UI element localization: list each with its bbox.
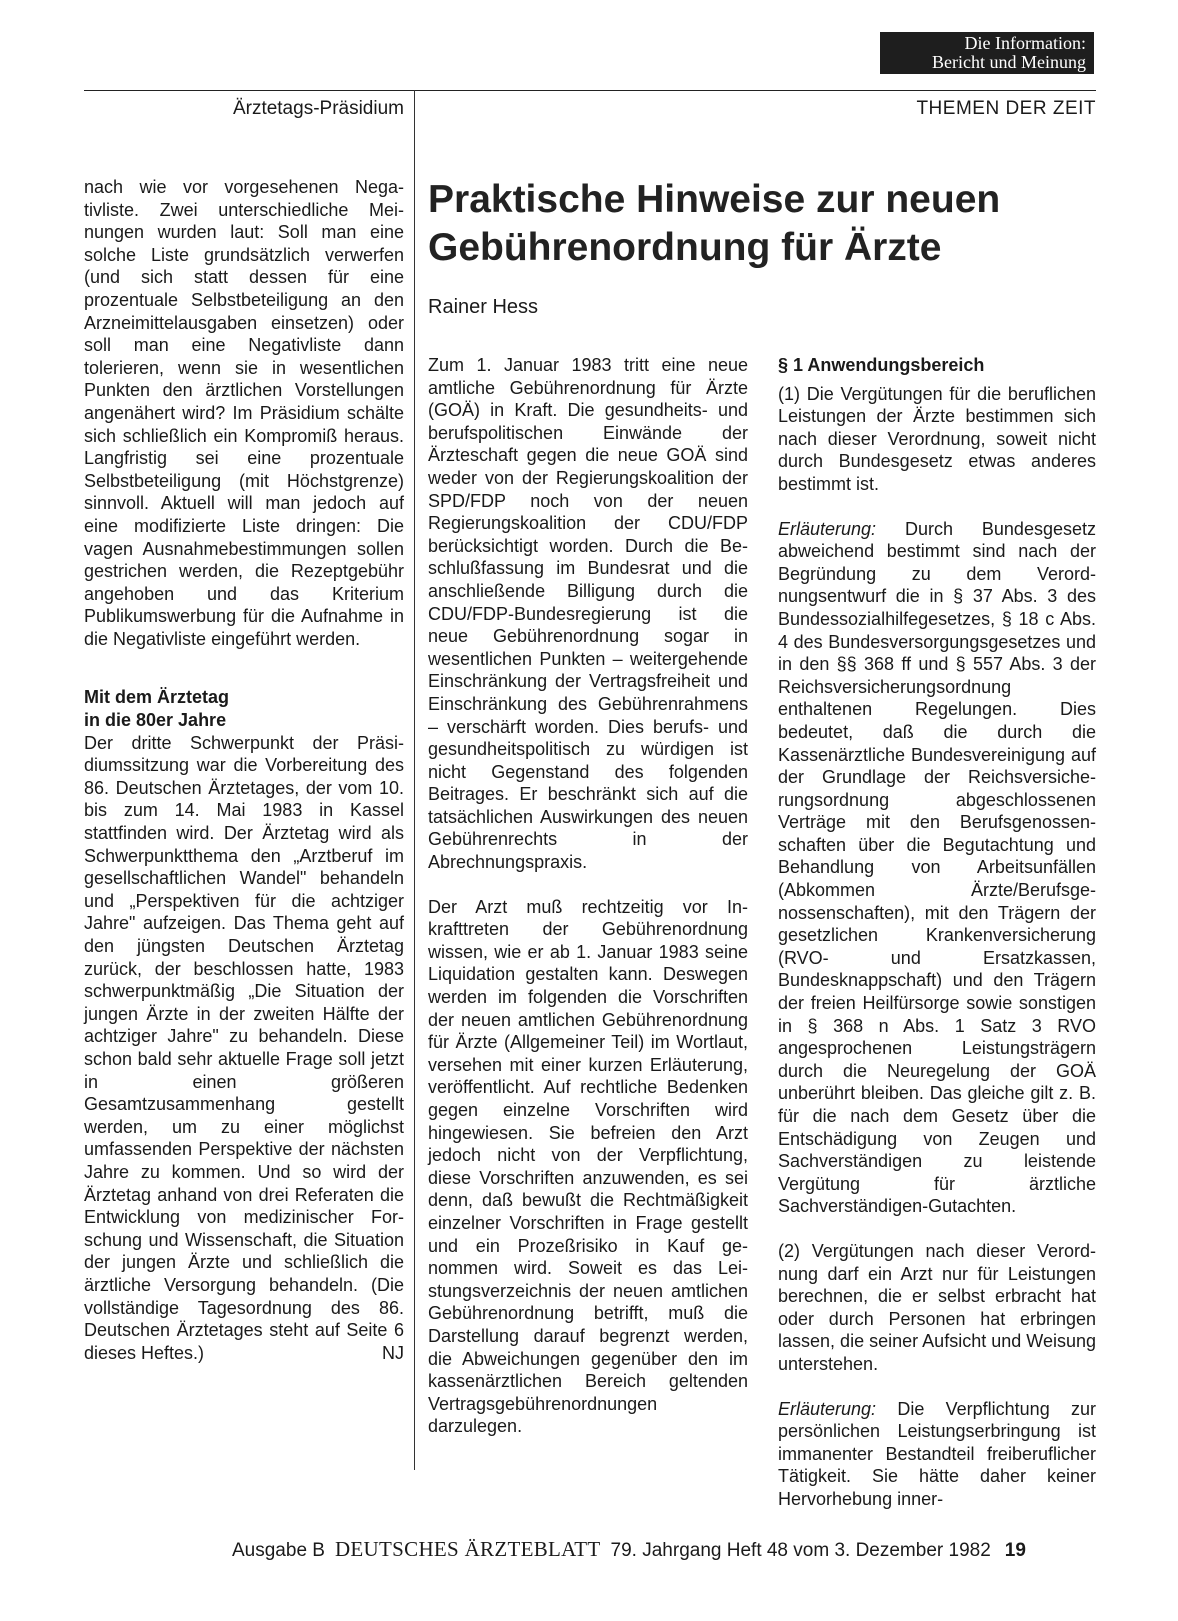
section-heading: § 1 Anwendungsbereich [778,355,985,375]
badge-line-1: Die Information: [964,33,1086,53]
paragraph: (2) Vergütungen nach dieser Verordnung darf ein Arzt nur für Leistungen berechnen, die er selbst erbracht hat oder durch Personen hat erbringen lassen, die seiner Aufsicht und Weisung unterstehen. [778,1240,1096,1374]
footer-issue: 79. Jahrgang Heft 48 vom 3. Dezember 1982 [610,1540,991,1561]
paragraph-text: Der dritte Schwerpunkt der Präsidiumssitzung war die Vorbereitung des 86. Deutschen Ärztetages, der vom 10. bis zum 14. Mai 1983 in Kassel stattfinden wird. Der Ärztetag wird als Schwerpunktthema den „Arztberuf im gesellschaftlichen Wandel" behandeln und „Perspektiven für die achtziger Jahre" aufzeigen. Das Thema geht auf den jüngsten Deutschen Ärztetag zurück, der beschlossen hatte, 1983 schwerpunktmäßig „Die Situation der jungen Ärzte in der zweiten Hälfte der achtziger Jahre" zu behandeln. Diese schon bald sehr aktuelle Frage soll jetzt in einen größeren Gesamtzusammenhang gestellt werden, um zu einer möglichst umfassenden Perspektive der nächsten Jahre zu kommen. Und so wird der Ärztetag anhand von drei Referaten die Entwicklung von medizinischer Forschung und Wissenschaft, die Situation der jungen Ärzte und schließlich die ärztliche Versorgung behandeln. (Die vollständige Tagesordnung des 86. Deutschen Ärztetages steht auf Seite 6 dieses Heftes.) [84,732,404,1363]
section-label-right: THEMEN DER ZEIT [916,98,1096,119]
annotation-paragraph [778,1398,1096,1511]
article-author: Rainer Hess [428,296,539,318]
article-title: Praktische Hinweise zur neuen Gebührenordnung für Ärzte [428,178,1001,269]
subheading-line-2: in die 80er Jahre [84,710,227,731]
column-divider [414,90,415,1470]
paragraph: Zum 1. Januar 1983 tritt eine neue amtliche Gebührenordnung für Ärzte (GOÄ) in Kraft. Die gesundheits- und berufspolitischen Einwände der Ärzteschaft gegen die neue GOÄ sind weder von der Regierungskoalition der SPD/FDP noch von der neuen Regierungskoalition der CDU/FDP berücksichtigt worden. Durch die Beschlußfassung im Bundesrat und die anschließende Billigung durch die CDU/FDP-Bundesregierung ist die neue Gebührenordnung sogar in wesentlichen Punkten – weitergehende Einschränkung der Vertragsfreiheit und Einschränkung des Gebührenrahmens – verschärft worden. Dies berufs- und gesundheitspolitisch zu würdigen ist nicht Gegenstand des folgenden Beitrages. Er beschränkt sich auf die tatsächlichen Auswirkungen des neuen Gebührenrechts in der Abrechnungspraxis. [428,355,748,873]
paragraph [84,732,404,1365]
paragraph: (1) Die Vergütungen für die beruflichen Leistungen der Ärzte bestimmen sich nach dieser Verordnung, soweit nicht durch Bundesgesetz etwas anderes bestimmt ist. [778,383,1096,494]
section-label-left: Ärztetags-Präsidium [232,98,404,119]
annotation-text: Die Verpflichtung zur persönlichen Leistungserbringung ist immanenter Bestandteil freiberuflicher Tätigkeit. Sie hätte daher keiner Hervorhebung inner- [778,1398,1096,1509]
annotation-text: Durch Bundesgesetz abweichend bestimmt sind nach der Begründung zu dem Verordnungsentwurf die in § 37 Abs. 3 des Bundessozialhilfegesetzes, § 18 c Abs. 4 des Bundesversorgungsgesetzes und in den §§ 368 ff und § 557 Abs. 3 der Reichsversicherungsordnung enthaltenen Regelungen. Dies bedeutet, daß die durch die Kassenärztliche Bundesvereinigung auf der Grundlage der Reichsversicherungsordnung abgeschlossenen Verträge mit den Berufsgenossenschaften über die Begutachtung und Behandlung von Arbeitsunfällen (Abkommen Ärzte/Berufsgenossenschaften), mit den Trägern der gesetzlichen Krankenversicherung (RVO- und Ersatzkassen, Bundesknappschaft) und den Trägern der freien Heilfürsorge sowie sonstigen in § 368 n Abs. 1 Satz 3 RVO angesprochenen Leistungsträgern durch die Neuregelung der GOÄ unberührt bleiben. Das gleiche gilt z. B. für die nach dem Gesetz über die Entschädigung von Zeugen und Sachverständigen zu leistende Vergütung für ärztliche Sachverständigen-Gutachten. [778,518,1096,1217]
annotation-label: Erläuterung: [778,518,877,539]
subheading-line-1: Mit dem Ärztetag [84,687,230,708]
footer-edition: Ausgabe B [232,1540,325,1561]
paragraph: nach wie vor vorgesehenen Negativliste. Zwei unterschiedliche Meinungen wurden laut: Soll man eine solche Liste grundsätzlich verwerfen (und sich statt dessen für eine prozentuale Selbstbeteiligung an den Arzneimittelausgaben einsetzen) oder soll man eine Negativliste dann tolerieren, wenn sie in wesentlichen Punkten den ärztlichen Vorstellungen angenähert wird? Im Präsidium schälte sich schließlich ein Kompromiß heraus. Langfristig sei eine prozentuale Selbstbeteiligung (mit Höchstgrenze) sinnvoll. Aktuell will man jedoch auf eine modifizierte Liste dringen: Die vagen Ausnahmebestimmungen sollen gestrichen werden, die Rezeptgebühr angehoben und das Kriterium Publikumswerbung für die Aufnahme in die Negativliste eingeführt werden. [84,177,404,649]
section-badge [880,32,1094,74]
column-left [84,176,404,1364]
paragraph: Der Arzt muß rechtzeitig vor Inkrafttreten der Gebührenordnung wissen, wie er ab 1. Januar 1983 seine Liquidation gestalten kann. Deswegen werden im folgenden die Vorschriften der neuen amtlichen Gebührenordnung für Ärzte (Allgemeiner Teil) im Wortlaut, versehen mit einer kurzen Erläuterung, veröffentlicht. Auf rechtliche Bedenken gegen einzelne Vorschriften wird hingewiesen. Sie befreien den Arzt jedoch nicht von der Verpflichtung, diese Vorschriften anzuwenden, es sei denn, daß bewußt die Rechtmäßigkeit einzelner Vorschriften in Frage gestellt und ein Prozeßrisiko in Kauf genommen wird. Soweit es das Leistungsverzeichnis der neuen amtlichen Gebührenordnung betrifft, muß die Darstellung darauf begrenzt werden, die Abweichungen gegenüber den im kassenärztlichen Bereich geltenden Vertragsgebührenordnungen darzulegen. [428,896,748,1437]
page-footer [232,1537,1096,1562]
column-right [778,354,1096,1511]
badge-line-2: Bericht und Meinung [932,52,1086,72]
page-number: 19 [1004,1540,1026,1561]
annotation-label: Erläuterung: [778,1398,877,1419]
footer-journal: DEUTSCHES ÄRZTEBLATT [334,1537,601,1561]
author-initials: NJ [382,1342,404,1363]
header-rule [84,90,1096,91]
annotation-paragraph [778,518,1096,1218]
subheading [84,686,404,731]
column-middle [428,354,748,1438]
